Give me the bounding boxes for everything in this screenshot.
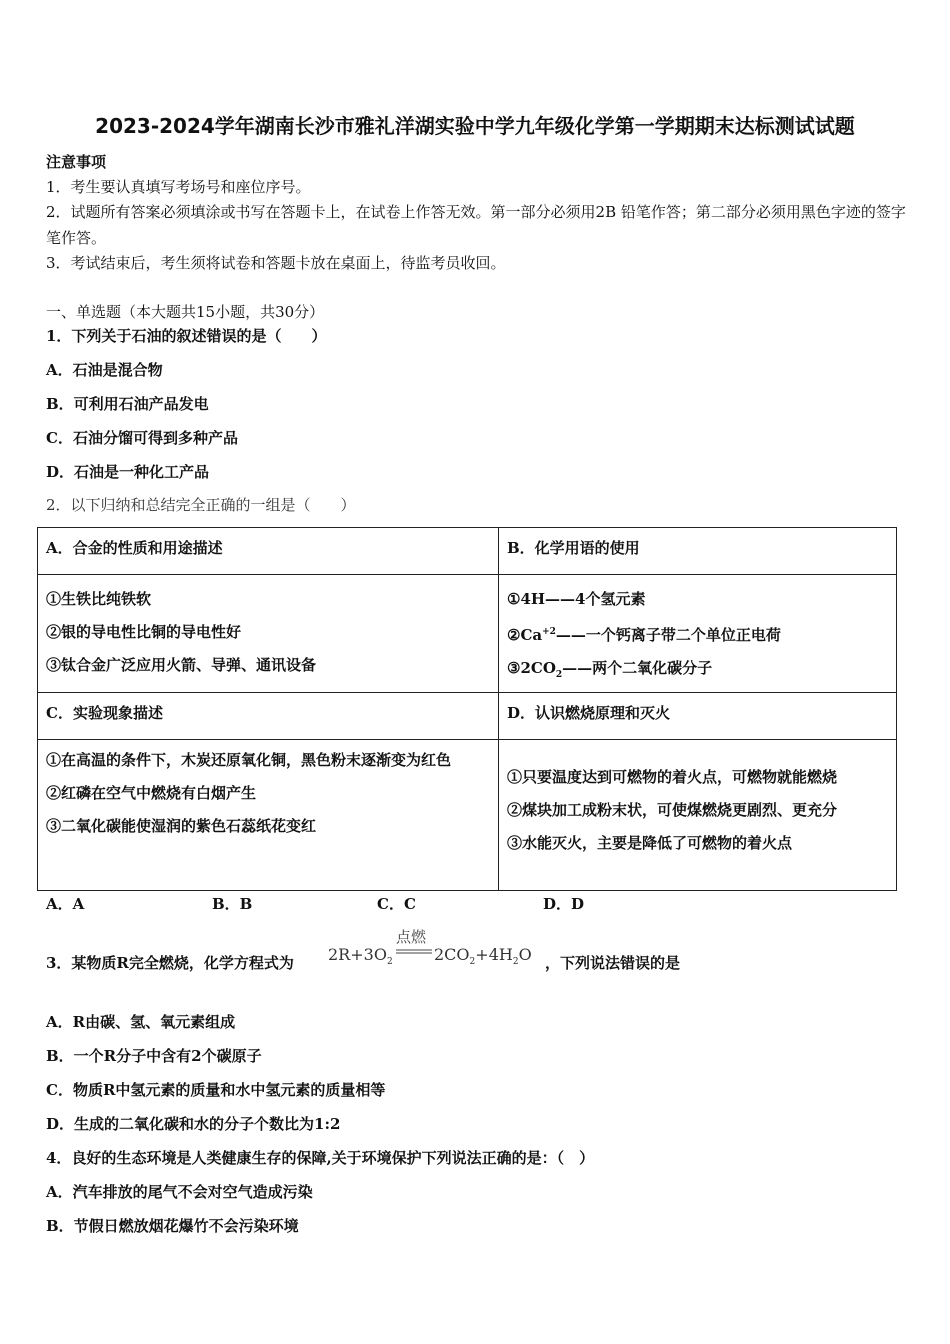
q2-answer-b: B．B (212, 895, 253, 913)
q2-c-item-2: ②红磷在空气中燃烧有白烟产生 (46, 784, 257, 802)
q3-stem-prefix: 3．某物质R完全燃烧，化学方程式为 (46, 954, 294, 972)
notice-item-1: 1．考生要认真填写考场号和座位序号。 (46, 178, 311, 196)
notice-item-2: 2．试题所有答案必须填涂或书写在答题卡上，在试卷上作答无效。第一部分必须用2B 铅笔作答；第二部分必须用黑色字迹的签字笔作答。 (46, 203, 906, 247)
q2-b-item-3: $③2CO_2——$两个二氧化碳分子 (507, 659, 713, 680)
q2-cell-a-head: A．合金的性质和用途描述 (38, 528, 499, 575)
q2-a-item-3: ③钛合金广泛应用火箭、导弹、通讯设备 (46, 656, 317, 674)
q2-b-item-1: ①4H——4个氢元素 (507, 590, 646, 608)
q2-b-item-2: $②Ca^{+2}——$一个钙离子带二个单位正电荷 (507, 626, 781, 644)
q1-option-b: B．可利用石油产品发电 (46, 395, 209, 413)
q2-d-item-2: ②煤块加工成粉末状，可使煤燃烧更剧烈、更充分 (507, 801, 838, 819)
q2-answer-c: C．C (377, 895, 416, 913)
q3-option-b: B．一个R分子中含有2个碳原子 (46, 1047, 262, 1065)
q1-option-a: A．石油是混合物 (46, 361, 163, 379)
exam-title: 2023-2024学年湖南长沙市雅礼洋湖实验中学九年级化学第一学期期末达标测试试题 (95, 114, 855, 138)
q2-answer-a: A．A (46, 895, 85, 913)
q3-option-c: C．物质R中氢元素的质量和水中氢元素的质量相等 (46, 1081, 386, 1099)
eq-condition: 点燃 (396, 928, 427, 946)
q2-cell-d-head: D．认识燃烧原理和灭火 (499, 693, 897, 740)
section-heading: 一、单选题（本大题共15小题，共30分） (46, 303, 325, 321)
q3-chemical-equation (328, 926, 543, 976)
q2-summary-table (37, 527, 897, 891)
q4-stem: 4．良好的生态环境是人类健康生存的保障,关于环境保护下列说法正确的是：（ ） (46, 1149, 595, 1167)
notice-item-3: 3．考试结束后，考生须将试卷和答题卡放在桌面上，待监考员收回。 (46, 254, 506, 272)
q2-cell-b-body (499, 575, 897, 693)
q2-cell-c-head: C．实验现象描述 (38, 693, 499, 740)
q4-option-b: B．节假日燃放烟花爆竹不会污染环境 (46, 1217, 299, 1235)
q3-option-d: D．生成的二氧化碳和水的分子个数比为1:2 (46, 1115, 341, 1133)
q2-cell-d-body (499, 740, 897, 891)
q1-stem: 1．下列关于石油的叙述错误的是（ ） (46, 327, 327, 345)
q1-option-c: C．石油分馏可得到多种产品 (46, 429, 238, 447)
q2-a-item-2: ②银的导电性比铜的导电性好 (46, 623, 242, 641)
q2-cell-a-body (38, 575, 499, 693)
q4-option-a: A．汽车排放的尾气不会对空气造成污染 (46, 1183, 313, 1201)
q2-stem: 2．以下归纳和总结完全正确的一组是（ ） (46, 496, 356, 514)
q2-d-item-1: ①只要温度达到可燃物的着火点，可燃物就能燃烧 (507, 768, 838, 786)
q3-option-a: A．R由碳、氢、氧元素组成 (46, 1013, 236, 1031)
q2-answer-d: D．D (543, 895, 585, 913)
q3-stem-suffix: ，下列说法错误的是 (545, 954, 681, 972)
eq-reactants: $2R+3O_2$ (328, 945, 393, 967)
notice-heading: 注意事项 (46, 153, 107, 171)
eq-products: $2CO_2+4H_2O$ (434, 945, 532, 967)
q2-c-item-1: ①在高温的条件下，木炭还原氧化铜，黑色粉末逐渐变为红色 (46, 751, 452, 769)
q1-option-d: D．石油是一种化工产品 (46, 463, 210, 481)
q2-a-item-1: ①生铁比纯铁软 (46, 590, 152, 608)
q2-cell-c-body (38, 740, 499, 891)
q2-d-item-3: ③水能灭火，主要是降低了可燃物的着火点 (507, 834, 793, 852)
q2-c-item-3: ③二氧化碳能使湿润的紫色石蕊纸花变红 (46, 817, 317, 835)
q2-cell-b-head: B．化学用语的使用 (499, 528, 897, 575)
